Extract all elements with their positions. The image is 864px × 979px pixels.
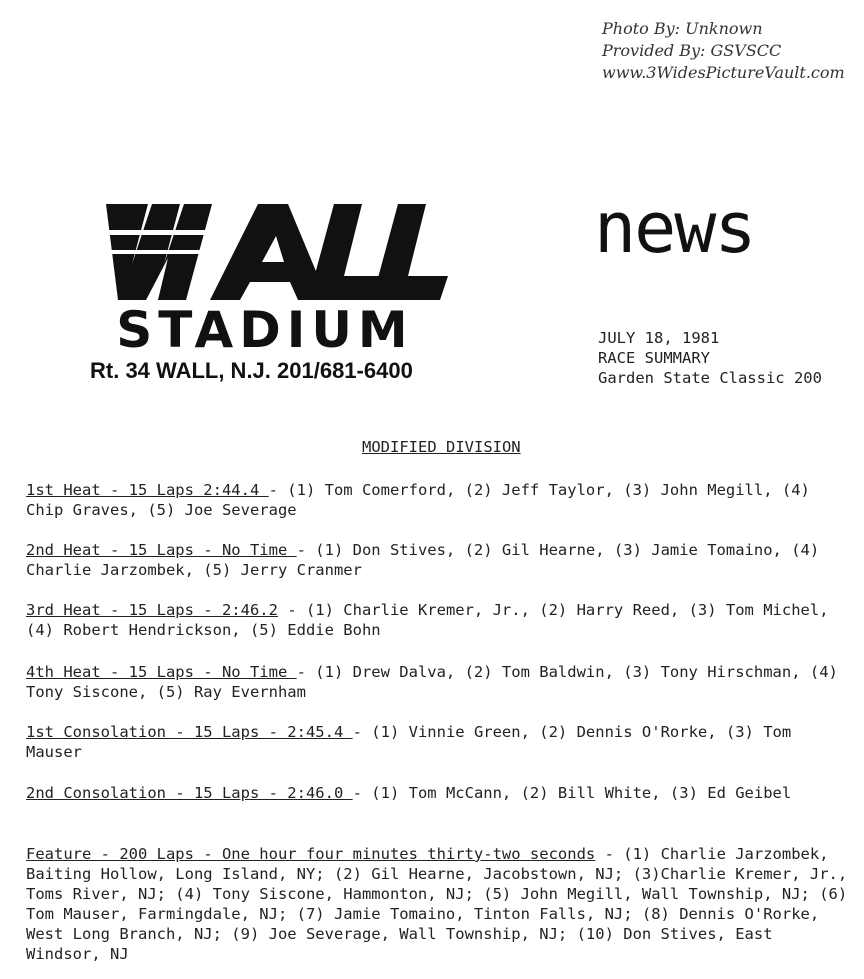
race-date: JULY 18, 1981 xyxy=(598,329,720,347)
result-title: 1st Consolation - 15 Laps - 2:45.4 xyxy=(26,723,353,741)
race-event: Garden State Classic 200 xyxy=(598,369,822,387)
result-text: - (1) Vinnie Green, (2) Dennis O'Rorke, (3) Tom Mauser xyxy=(26,723,792,761)
result-title: 4th Heat - 15 Laps - No Time xyxy=(26,663,297,681)
wall-logo-graphic xyxy=(82,200,448,304)
photo-credits xyxy=(602,18,845,84)
result-title: 2nd Heat - 15 Laps - No Time xyxy=(26,541,297,559)
result-entry xyxy=(26,540,856,580)
result-text: - (1) Tom Comerford, (2) Jeff Taylor, (3) John Megill, (4) Chip Graves, (5) Joe Severage xyxy=(26,481,810,519)
result-text: - (1) Don Stives, (2) Gil Hearne, (3) Jamie Tomaino, (4) Charlie Jarzombek, (5) Jerry Cranmer xyxy=(26,541,820,579)
result-entry xyxy=(26,783,856,803)
news-heading: news xyxy=(594,187,755,269)
photo-credit: Photo By: Unknown xyxy=(602,19,763,38)
race-type: RACE SUMMARY xyxy=(598,349,710,367)
provided-credit: Provided By: GSVSCC xyxy=(602,41,782,60)
result-title: 2nd Consolation - 15 Laps - 2:46.0 xyxy=(26,784,353,802)
division-heading: MODIFIED DIVISION xyxy=(362,438,521,456)
stadium-wordmark: STADIUM xyxy=(116,301,414,359)
stadium-address: Rt. 34 WALL, N.J. 201/681-6400 xyxy=(90,358,413,383)
race-info xyxy=(598,328,822,388)
result-entry xyxy=(26,480,856,520)
result-title: 3rd Heat - 15 Laps - 2:46.2 xyxy=(26,601,278,619)
site-credit: www.3WidesPictureVault.com xyxy=(602,63,845,82)
result-text: - (1) Tom McCann, (2) Bill White, (3) Ed Geibel xyxy=(352,784,792,802)
result-title: Feature - 200 Laps - One hour four minutes thirty-two seconds xyxy=(26,845,596,863)
result-entry xyxy=(26,662,856,702)
result-title: 1st Heat - 15 Laps 2:44.4 xyxy=(26,481,269,499)
wall-stadium-logo xyxy=(82,200,482,390)
result-entry xyxy=(26,722,856,762)
result-entry xyxy=(26,600,856,640)
result-entry xyxy=(26,844,856,964)
result-text: - (1) Charlie Kremer, Jr., (2) Harry Reed, (3) Tom Michel, (4) Robert Hendrickson, (5) Eddie Bohn xyxy=(26,601,829,639)
result-text: - (1) Charlie Jarzombek, Baiting Hollow, Long Island, NY; (2) Gil Hearne, Jacobstown, NJ; (3)Charlie Kremer, Jr., Toms River, NJ; (4) Tony Siscone, Hammonton, NJ; (5) John Megill, Wall Township, NJ; (6) Tom Mauser, Farmingdale, NJ; (7) Jamie Tomaino, Tinton Falls, NJ; (8) Dennis O'Rorke, West Long Branch, NJ; (9) Joe Severage, Wall Township, NJ; (10) Don Stives, East Windsor, NJ xyxy=(26,845,848,963)
result-text: - (1) Drew Dalva, (2) Tom Baldwin, (3) Tony Hirschman, (4) Tony Siscone, (5) Ray Evernham xyxy=(26,663,838,701)
